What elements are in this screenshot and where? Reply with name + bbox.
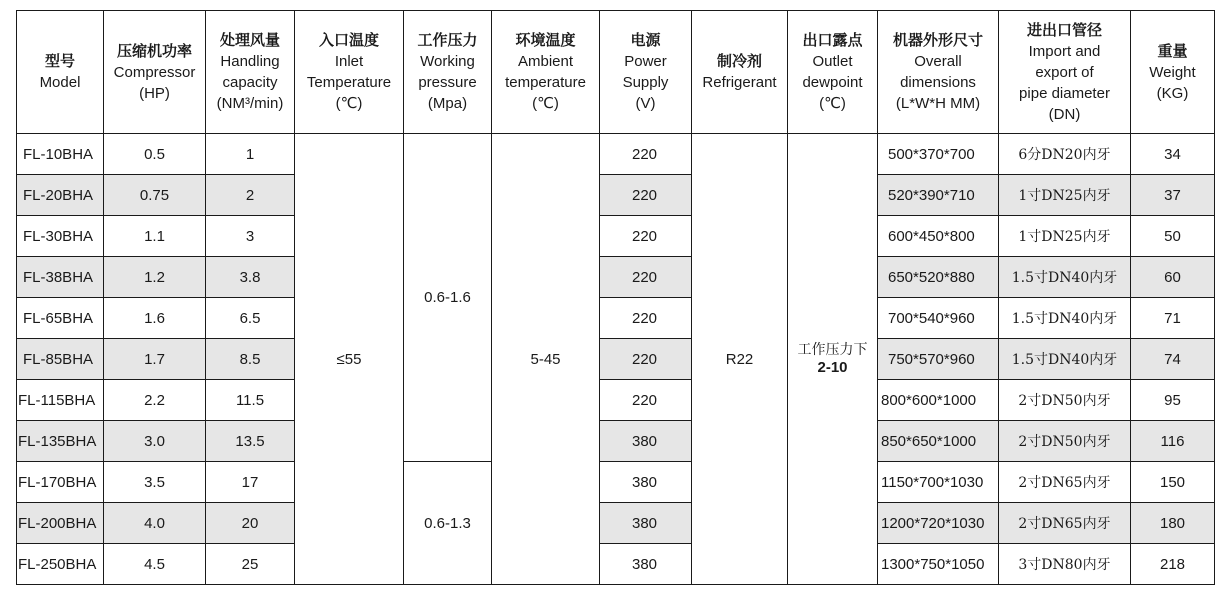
cell-weight: 180 [1131,503,1215,544]
cell-model: FL-85BHA [17,339,104,380]
cell-model: FL-38BHA [17,257,104,298]
cell-power: 220 [600,380,692,421]
cell-capacity: 17 [206,462,295,503]
cell-pipe: 6分DN20内牙 [999,134,1131,175]
cell-power: 220 [600,175,692,216]
cell-weight: 71 [1131,298,1215,339]
cell-pipe: 3寸DN80内牙 [999,544,1131,585]
dewpoint-value: 2-10 [817,359,848,376]
cell-dimensions: 600*450*800 [878,216,999,257]
cell-model: FL-65BHA [17,298,104,339]
cell-dimensions: 520*390*710 [878,175,999,216]
cell-model: FL-250BHA [17,544,104,585]
cell-hp: 1.2 [104,257,206,298]
cell-capacity: 8.5 [206,339,295,380]
table-row [17,339,1215,380]
cell-weight: 218 [1131,544,1215,585]
table-row [17,503,1215,544]
cell-model: FL-200BHA [17,503,104,544]
dewpoint-note: 工作压力下 [797,342,868,358]
cell-pipe: 1.5寸DN40内牙 [999,298,1131,339]
cell-power: 220 [600,298,692,339]
cell-capacity: 6.5 [206,298,295,339]
table-row [17,421,1215,462]
table-row [17,134,1215,175]
cell-hp: 3.0 [104,421,206,462]
header-model: 型号 Model [17,11,104,134]
header-refrigerant: 制冷剂 Refrigerant [692,11,788,134]
cell-weight: 34 [1131,134,1215,175]
cell-power: 220 [600,216,692,257]
header-pipe: 进出口管径 Import and export of pipe diameter (DN) [999,11,1131,134]
cell-pipe: 1寸DN25内牙 [999,216,1131,257]
header-dimensions: 机器外形尺寸 Overall dimensions (L*W*H MM) [878,11,999,134]
header-dewpoint: 出口露点 Outlet dewpoint (℃) [788,11,878,134]
cell-pipe: 2寸DN50内牙 [999,380,1131,421]
cell-dewpoint [788,134,878,585]
cell-power: 220 [600,134,692,175]
cell-dimensions: 1300*750*1050 [878,544,999,585]
cell-model: FL-115BHA [17,380,104,421]
cell-weight: 116 [1131,421,1215,462]
cell-pipe: 2寸DN65内牙 [999,462,1131,503]
header-ambient: 环境温度 Ambient temperature (℃) [492,11,600,134]
cell-power: 220 [600,339,692,380]
cell-dimensions: 700*540*960 [878,298,999,339]
table-row [17,257,1215,298]
cell-pressure-a: 0.6-1.6 [404,134,492,462]
header-power: 电源 Power Supply (V) [600,11,692,134]
header-compressor: 压缩机功率 Compressor (HP) [104,11,206,134]
table-row [17,175,1215,216]
cell-capacity: 3 [206,216,295,257]
cell-capacity: 1 [206,134,295,175]
header-pressure: 工作压力 Working pressure (Mpa) [404,11,492,134]
cell-dimensions: 750*570*960 [878,339,999,380]
cell-dimensions: 800*600*1000 [878,380,999,421]
cell-dimensions: 1150*700*1030 [878,462,999,503]
cell-pipe: 1寸DN25内牙 [999,175,1131,216]
cell-power: 380 [600,421,692,462]
cell-dimensions: 850*650*1000 [878,421,999,462]
cell-capacity: 2 [206,175,295,216]
cell-pipe: 1.5寸DN40内牙 [999,339,1131,380]
cell-power: 380 [600,503,692,544]
cell-capacity: 3.8 [206,257,295,298]
cell-hp: 0.75 [104,175,206,216]
cell-pressure-b: 0.6-1.3 [404,462,492,585]
cell-dimensions: 500*370*700 [878,134,999,175]
header-weight: 重量 Weight (KG) [1131,11,1215,134]
cell-power: 380 [600,544,692,585]
cell-power: 380 [600,462,692,503]
table-row [17,380,1215,421]
cell-refrigerant: R22 [692,134,788,585]
cell-weight: 95 [1131,380,1215,421]
cell-model: FL-10BHA [17,134,104,175]
cell-power: 220 [600,257,692,298]
header-row [17,11,1215,134]
cell-weight: 60 [1131,257,1215,298]
cell-hp: 1.7 [104,339,206,380]
cell-hp: 1.1 [104,216,206,257]
cell-weight: 150 [1131,462,1215,503]
cell-capacity: 13.5 [206,421,295,462]
cell-hp: 2.2 [104,380,206,421]
header-capacity: 处理风量 Handling capacity (NM³/min) [206,11,295,134]
table-row [17,298,1215,339]
cell-capacity: 25 [206,544,295,585]
table-row [17,462,1215,503]
cell-inlet-temp: ≤55 [295,134,404,585]
cell-capacity: 20 [206,503,295,544]
cell-model: FL-30BHA [17,216,104,257]
table-row [17,216,1215,257]
cell-hp: 4.0 [104,503,206,544]
cell-pipe: 1.5寸DN40内牙 [999,257,1131,298]
cell-weight: 37 [1131,175,1215,216]
cell-dimensions: 650*520*880 [878,257,999,298]
cell-dimensions: 1200*720*1030 [878,503,999,544]
cell-ambient: 5-45 [492,134,600,585]
cell-pipe: 2寸DN50内牙 [999,421,1131,462]
cell-weight: 50 [1131,216,1215,257]
cell-hp: 0.5 [104,134,206,175]
header-inlet-temp: 入口温度 Inlet Temperature (℃) [295,11,404,134]
cell-model: FL-20BHA [17,175,104,216]
cell-weight: 74 [1131,339,1215,380]
table-row [17,544,1215,585]
cell-hp: 4.5 [104,544,206,585]
cell-model: FL-170BHA [17,462,104,503]
spec-table [16,10,1215,585]
cell-capacity: 11.5 [206,380,295,421]
cell-hp: 3.5 [104,462,206,503]
cell-model: FL-135BHA [17,421,104,462]
cell-pipe: 2寸DN65内牙 [999,503,1131,544]
cell-hp: 1.6 [104,298,206,339]
